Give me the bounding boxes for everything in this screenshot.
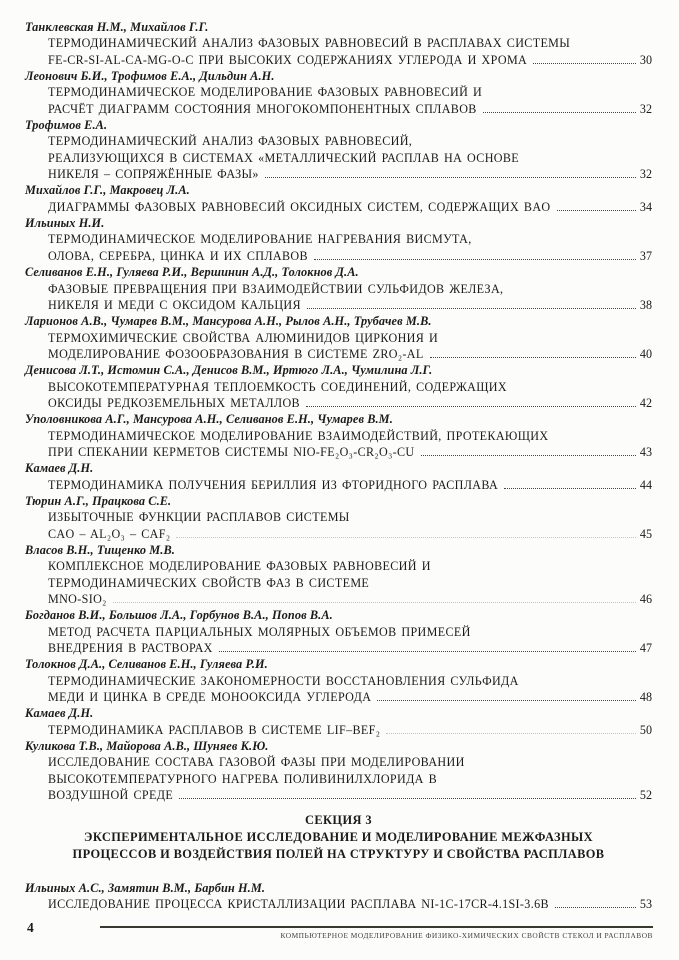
toc-entry-title-text: РАСЧЁТ ДИАГРАММ СОСТОЯНИЯ МНОГОКОМПОНЕНТНЫХ СПЛАВОВ bbox=[48, 101, 477, 116]
toc-entry bbox=[25, 19, 652, 68]
dotted-leader bbox=[421, 455, 636, 456]
section-title-line: ЭКСПЕРИМЕНТАЛЬНОЕ ИССЛЕДОВАНИЕ И МОДЕЛИРОВАНИЕ МЕЖФАЗНЫХ bbox=[84, 829, 593, 844]
section-title-line: ПРОЦЕССОВ И ВОЗДЕЙСТВИЯ ПОЛЕЙ НА СТРУКТУРУ И СВОЙСТВА РАСПЛАВОВ bbox=[72, 846, 605, 861]
toc-entry-last-line bbox=[48, 166, 652, 182]
toc-entry-title-text: CAO – AL₂O₃ – CAF₂ bbox=[48, 526, 171, 541]
toc-entry-last-line bbox=[48, 591, 652, 607]
toc-entry-title-line: ТЕРМОДИНАМИЧЕСКИЙ АНАЛИЗ ФАЗОВЫХ РАВНОВЕСИЙ, bbox=[48, 134, 413, 149]
toc-list bbox=[25, 19, 652, 912]
toc-entry-title-text: НИКЕЛЯ – СОПРЯЖЁННЫЕ ФАЗЫ» bbox=[48, 167, 259, 182]
toc-entry-last-line bbox=[48, 395, 652, 411]
toc-entry-page-number: 53 bbox=[639, 896, 652, 911]
dotted-leader bbox=[557, 210, 636, 211]
toc-entry-title-text: ДИАГРАММЫ ФАЗОВЫХ РАВНОВЕСИЙ ОКСИДНЫХ СИСТЕМ, СОДЕРЖАЩИХ BAO bbox=[48, 199, 551, 214]
toc-entry-title-text: МОДЕЛИРОВАНИЕ ФОЗООБРАЗОВАНИЯ В СИСТЕМЕ ZRO₂-AL bbox=[48, 346, 424, 361]
toc-entry-title-text: ВОЗДУШНОЙ СРЕДЕ bbox=[48, 788, 174, 803]
toc-entry-title-line: ТЕРМОДИНАМИЧЕСКИХ СВОЙСТВ ФАЗ В СИСТЕМЕ bbox=[48, 575, 370, 590]
toc-entry-title-line: ТЕРМОХИМИЧЕСКИЕ СВОЙСТВА АЛЮМИНИДОВ ЦИРКОНИЯ И bbox=[48, 330, 439, 345]
toc-entry-last-line bbox=[48, 787, 652, 803]
toc-entry bbox=[25, 656, 652, 705]
toc-entry-title-text: ИССЛЕДОВАНИЕ ПРОЦЕССА КРИСТАЛЛИЗАЦИИ РАСПЛАВА NI-1C-17CR-4.1SI-3.6B bbox=[48, 896, 549, 911]
toc-entry-page-number: 37 bbox=[639, 248, 652, 263]
toc-entry-authors: Ильиных Н.И. bbox=[25, 216, 105, 231]
toc-entry bbox=[25, 411, 652, 460]
toc-entry-last-line bbox=[48, 297, 652, 313]
toc-entry-page-number: 32 bbox=[639, 167, 652, 182]
toc-entry-title-text: ПРИ СПЕКАНИИ КЕРМЕТОВ СИСТЕМЫ NIO-FE₂O₃-CR₂O₃-CU bbox=[48, 444, 415, 459]
dotted-leader bbox=[314, 259, 636, 260]
toc-entry-last-line bbox=[48, 248, 652, 264]
toc-entry-title-text: МЕДИ И ЦИНКА В СРЕДЕ МОНООКСИДА УГЛЕРОДА bbox=[48, 690, 372, 705]
toc-entry-last-line bbox=[48, 640, 652, 656]
toc-entry-page-number: 42 bbox=[639, 395, 652, 410]
toc-entry-title-line: ФАЗОВЫЕ ПРЕВРАЩЕНИЯ ПРИ ВЗАИМОДЕЙСТВИИ СУЛЬФИДОВ ЖЕЛЕЗА, bbox=[48, 281, 504, 296]
toc-entry bbox=[25, 738, 652, 803]
toc-entry-title-text: MNO-SIO₂ bbox=[48, 592, 107, 607]
toc-entry-authors: Ларионов А.В., Чумарев В.М., Мансурова А.Н., Рылов А.Н., Трубачев М.В. bbox=[25, 314, 432, 329]
dotted-leader bbox=[306, 406, 636, 407]
toc-entry bbox=[25, 607, 652, 656]
toc-entry-authors: Власов В.Н., Тищенко М.В. bbox=[25, 543, 175, 557]
toc-entry-last-line bbox=[48, 101, 652, 117]
toc-entry-title-text: FE-CR-SI-AL-CA-MG-O-C ПРИ ВЫСОКИХ СОДЕРЖАНИЯХ УГЛЕРОДА И ХРОМА bbox=[48, 52, 528, 67]
dotted-leader bbox=[179, 798, 636, 799]
toc-entry-page-number: 40 bbox=[639, 346, 652, 361]
toc-entry-last-line bbox=[48, 346, 652, 362]
toc-entry-title-text: ВНЕДРЕНИЯ В РАСТВОРАХ bbox=[48, 641, 213, 656]
dotted-leader bbox=[533, 63, 636, 64]
toc-entry-title-line: МЕТОД РАСЧЕТА ПАРЦИАЛЬНЫХ МОЛЯРНЫХ ОБЪЕМОВ ПРИМЕСЕЙ bbox=[48, 624, 471, 639]
dotted-leader bbox=[555, 907, 636, 908]
toc-entry-title-line: ТЕРМОДИНАМИЧЕСКИЙ АНАЛИЗ ФАЗОВЫХ РАВНОВЕСИЙ В РАСПЛАВАХ СИСТЕМЫ bbox=[48, 36, 571, 51]
toc-entry bbox=[25, 880, 652, 913]
toc-entry-authors: Богданов В.И., Большов Л.А., Горбунов В.А., Попов В.А. bbox=[25, 608, 333, 623]
toc-entry-last-line bbox=[48, 52, 652, 68]
toc-entry-authors: Камаев Д.Н. bbox=[25, 706, 94, 721]
toc-entry-last-line bbox=[48, 444, 652, 460]
toc-entry-title-line: РЕАЛИЗУЮЩИХСЯ В СИСТЕМАХ «МЕТАЛЛИЧЕСКИЙ РАСПЛАВ НА ОСНОВЕ bbox=[48, 150, 520, 165]
toc-entry-title-line: ВЫСОКОТЕМПЕРАТУРНОГО НАГРЕВА ПОЛИВИНИЛХЛОРИДА В bbox=[48, 771, 438, 786]
toc-entry-authors: Леонович Б.И., Трофимов Е.А., Дильдин А.Н. bbox=[25, 69, 275, 84]
toc-entry-title-line: ТЕРМОДИНАМИЧЕСКИЕ ЗАКОНОМЕРНОСТИ ВОССТАНОВЛЕНИЯ СУЛЬФИДА bbox=[48, 673, 519, 688]
toc-entry-authors: Уполовникова А.Г., Мансурова А.Н., Селиванов Е.Н., Чумарев В.М. bbox=[25, 412, 393, 427]
toc-entry-last-line bbox=[48, 896, 652, 912]
toc-entry bbox=[25, 542, 652, 607]
toc-entry bbox=[25, 362, 652, 411]
toc-entry bbox=[25, 313, 652, 362]
toc-entry-title-text: НИКЕЛЯ И МЕДИ С ОКСИДОМ КАЛЬЦИЯ bbox=[48, 297, 301, 312]
dotted-leader bbox=[219, 651, 636, 652]
dotted-leader bbox=[483, 112, 636, 113]
toc-entry-authors: Толокнов Д.А., Селиванов Е.Н., Гуляева Р.И. bbox=[25, 657, 268, 672]
toc-entry-page-number: 32 bbox=[639, 101, 652, 116]
toc-entry-page-number: 30 bbox=[639, 52, 652, 67]
dotted-leader bbox=[113, 602, 636, 603]
toc-entry-title-text: ОКСИДЫ РЕДКОЗЕМЕЛЬНЫХ МЕТАЛЛОВ bbox=[48, 395, 300, 410]
toc-entry-title-line: ИССЛЕДОВАНИЕ СОСТАВА ГАЗОВОЙ ФАЗЫ ПРИ МОДЕЛИРОВАНИИ bbox=[48, 755, 465, 770]
toc-entry bbox=[25, 705, 652, 738]
toc-entry bbox=[25, 68, 652, 117]
toc-entry-title-text: ТЕРМОДИНАМИКА РАСПЛАВОВ В СИСТЕМЕ LIF–BEF₂ bbox=[48, 722, 381, 737]
toc-entry-authors: Танклевская Н.М., Михайлов Г.Г. bbox=[25, 20, 209, 34]
toc-entry-page-number: 48 bbox=[639, 690, 652, 705]
toc-entry-last-line bbox=[48, 477, 652, 493]
toc-entry-authors: Ильиных А.С., Замятин В.М., Барбин Н.М. bbox=[25, 880, 266, 895]
dotted-leader bbox=[307, 308, 636, 309]
dotted-leader bbox=[504, 488, 636, 489]
dotted-leader bbox=[386, 733, 636, 734]
running-title: КОМПЬЮТЕРНОЕ МОДЕЛИРОВАНИЕ ФИЗИКО-ХИМИЧЕСКИХ СВОЙСТВ СТЕКОЛ И РАСПЛАВОВ bbox=[280, 931, 653, 940]
toc-entry-authors: Михайлов Г.Г., Макровец Л.А. bbox=[25, 183, 190, 198]
section-kicker: СЕКЦИЯ 3 bbox=[305, 812, 372, 827]
dotted-leader bbox=[265, 177, 636, 178]
toc-entry bbox=[25, 182, 652, 215]
toc-entry-title-line: ИЗБЫТОЧНЫЕ ФУНКЦИИ РАСПЛАВОВ СИСТЕМЫ bbox=[48, 510, 350, 525]
toc-entry bbox=[25, 117, 652, 182]
footer-rule-wrap bbox=[100, 926, 653, 940]
toc-entry-authors: Денисова Л.Т., Истомин С.А., Денисов В.М., Иртюго Л.А., Чумилина Л.Г. bbox=[25, 363, 433, 378]
toc-entry-last-line bbox=[48, 199, 652, 215]
toc-entry-authors: Трофимов Е.А. bbox=[25, 118, 108, 133]
toc-entry-page-number: 38 bbox=[639, 297, 652, 312]
toc-entry-last-line bbox=[48, 689, 652, 705]
toc-entry-last-line bbox=[48, 526, 652, 542]
toc-entry-title-line: ТЕРМОДИНАМИЧЕСКОЕ МОДЕЛИРОВАНИЕ НАГРЕВАНИЯ ВИСМУТА, bbox=[48, 232, 472, 247]
toc-entry-page-number: 43 bbox=[639, 444, 652, 459]
dotted-leader bbox=[176, 537, 636, 538]
toc-entry-authors: Селиванов Е.Н., Гуляева Р.И., Вершинин А.Д., Толокнов Д.А. bbox=[25, 265, 359, 280]
section-heading bbox=[25, 812, 652, 863]
toc-entry bbox=[25, 493, 652, 542]
toc-entry-authors: Куликова Т.В., Майорова А.В., Шуняев К.Ю. bbox=[25, 739, 269, 754]
toc-entry bbox=[25, 460, 652, 493]
toc-entry-page-number: 46 bbox=[639, 592, 652, 607]
toc-entry-page-number: 47 bbox=[639, 641, 652, 656]
toc-entry-authors: Тюрин А.Г., Працкова С.Е. bbox=[25, 493, 172, 508]
page-number: 4 bbox=[27, 920, 34, 935]
toc-entry-title-line: КОМПЛЕКСНОЕ МОДЕЛИРОВАНИЕ ФАЗОВЫХ РАВНОВЕСИЙ И bbox=[48, 559, 431, 574]
toc-entry-title-text: ОЛОВА, СЕРЕБРА, ЦИНКА И ИХ СПЛАВОВ bbox=[48, 248, 308, 263]
toc-entry-title-text: ТЕРМОДИНАМИКА ПОЛУЧЕНИЯ БЕРИЛЛИЯ ИЗ ФТОРИДНОГО РАСПЛАВА bbox=[48, 477, 499, 492]
page-footer bbox=[0, 912, 679, 960]
toc-entry bbox=[25, 215, 652, 264]
toc-entry-authors: Камаев Д.Н. bbox=[25, 461, 94, 476]
toc-entry-title-line: ТЕРМОДИНАМИЧЕСКОЕ МОДЕЛИРОВАНИЕ ВЗАИМОДЕЙСТВИЙ, ПРОТЕКАЮЩИХ bbox=[48, 428, 549, 443]
toc-entry-page-number: 45 bbox=[639, 526, 652, 541]
toc-entry-title-line: ВЫСОКОТЕМПЕРАТУРНАЯ ТЕПЛОЕМКОСТЬ СОЕДИНЕНИЙ, СОДЕРЖАЩИХ bbox=[48, 379, 507, 394]
dotted-leader bbox=[377, 700, 636, 701]
toc-entry-page-number: 34 bbox=[639, 199, 652, 214]
dotted-leader bbox=[430, 357, 636, 358]
toc-entry bbox=[25, 264, 652, 313]
toc-entry-page-number: 44 bbox=[639, 477, 652, 492]
toc-entry-title-line: ТЕРМОДИНАМИЧЕСКОЕ МОДЕЛИРОВАНИЕ ФАЗОВЫХ РАВНОВЕСИЙ И bbox=[48, 85, 483, 100]
toc-entry-page-number: 50 bbox=[639, 722, 652, 737]
toc-entry-page-number: 52 bbox=[639, 788, 652, 803]
toc-entry-last-line bbox=[48, 722, 652, 738]
